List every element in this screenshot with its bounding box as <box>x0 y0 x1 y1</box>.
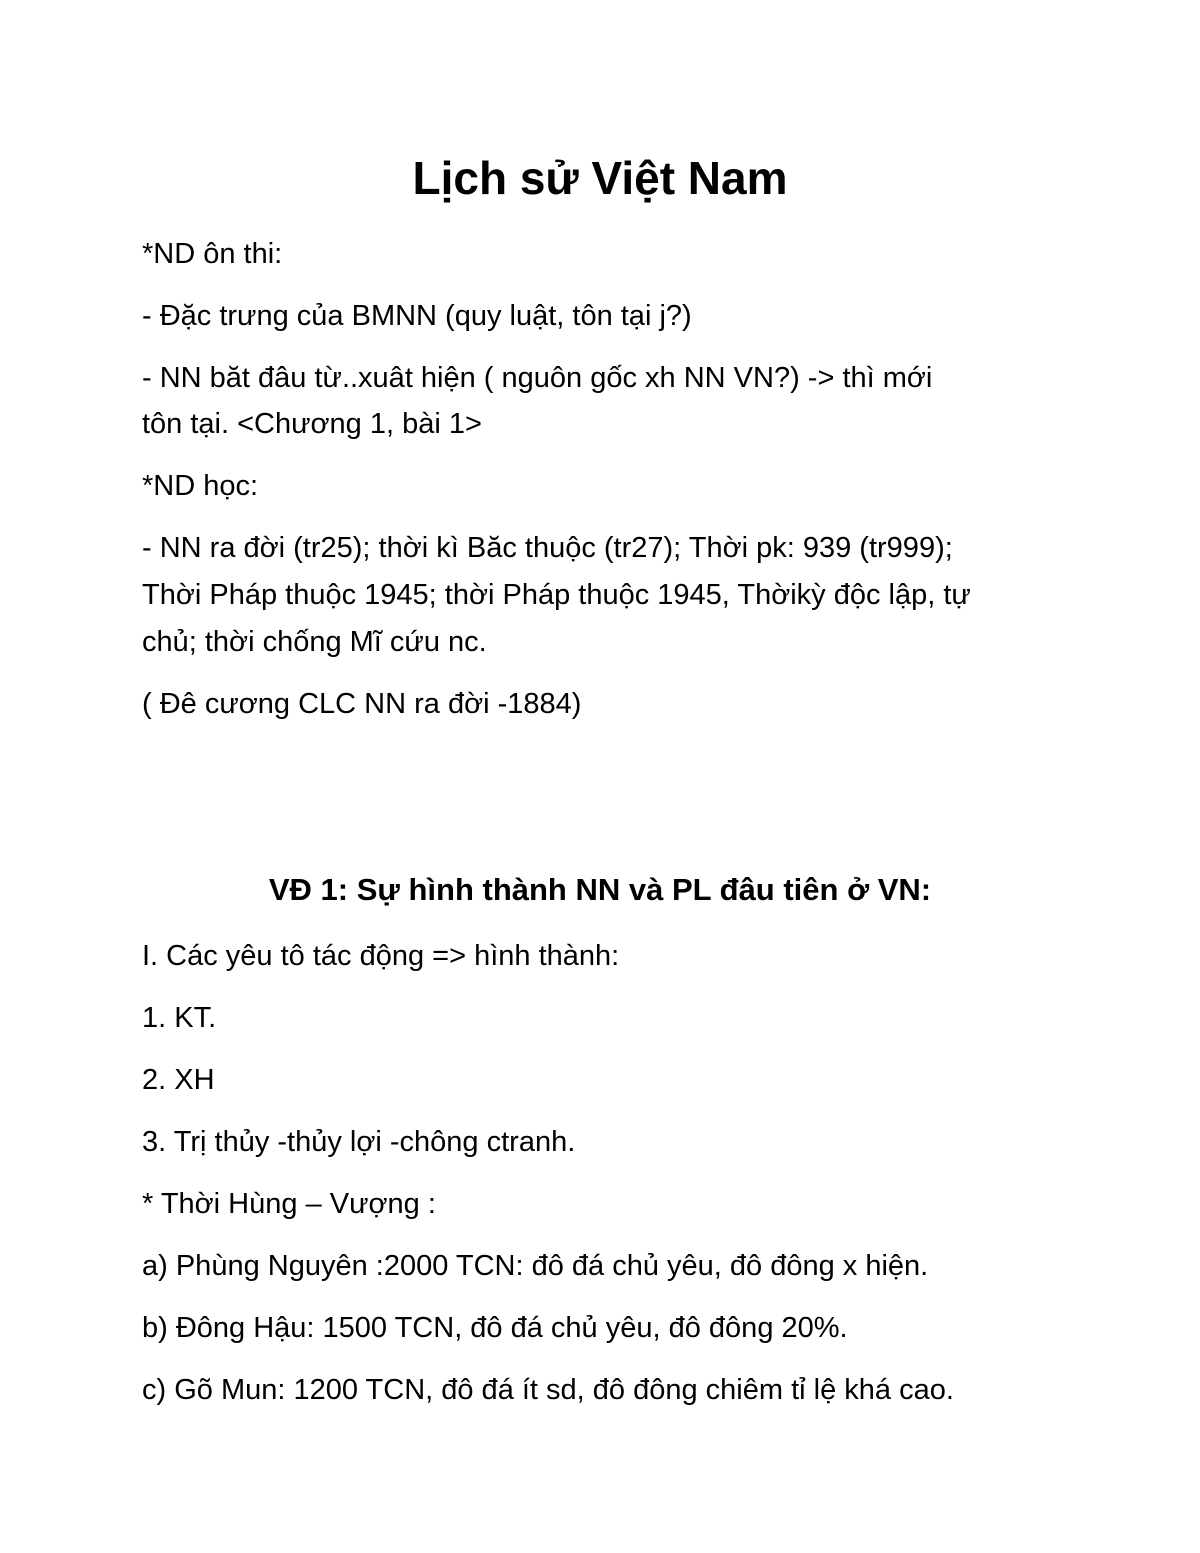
review-item-1: - Đặc trưng của BMNN (quy luật, tôn tại j?) <box>142 300 692 332</box>
era-item-c: c) Gõ Mun: 1200 TCN, đô đá ít sd, đô đông chiêm tỉ lệ khá cao. <box>142 1374 954 1406</box>
page-title: Lịch sử Việt Nam <box>412 152 788 204</box>
review-item-2-line-2: tôn tại. <Chương 1, bài 1> <box>142 408 482 440</box>
section-label-study: *ND học: <box>142 470 259 502</box>
factor-1: 1. KT. <box>142 1002 217 1034</box>
section-label-review: *ND ôn thi: <box>142 238 283 270</box>
factor-3: 3. Trị thủy -thủy lợi -chông ctranh. <box>142 1126 576 1158</box>
study-item-line-3: chủ; thời chống Mĩ cứu nc. <box>142 626 487 658</box>
problem-heading: VĐ 1: Sự hình thành NN và PL đâu tiên ở VN: <box>268 872 932 907</box>
study-note: ( Đê cương CLC NN ra đời -1884) <box>142 688 582 720</box>
problem-subheading: I. Các yêu tô tác động => hình thành: <box>142 940 620 972</box>
review-item-2-line-1: - NN băt đâu từ..xuât hiện ( nguôn gốc xh NN VN?) -> thì mới <box>142 362 933 394</box>
factor-2: 2. XH <box>142 1064 215 1096</box>
era-label: * Thời Hùng – Vượng : <box>142 1188 436 1220</box>
era-item-b: b) Đông Hậu: 1500 TCN, đô đá chủ yêu, đô đông 20%. <box>142 1312 848 1344</box>
study-item-line-1: - NN ra đời (tr25); thời kì Băc thuộc (tr27); Thời pk: 939 (tr999); <box>142 532 953 564</box>
era-item-a: a) Phùng Nguyên :2000 TCN: đô đá chủ yêu, đô đông x hiện. <box>142 1250 929 1282</box>
study-item-line-2: Thời Pháp thuộc 1945; thời Pháp thuộc 1945, Thờikỳ độc lập, tự <box>142 579 971 611</box>
